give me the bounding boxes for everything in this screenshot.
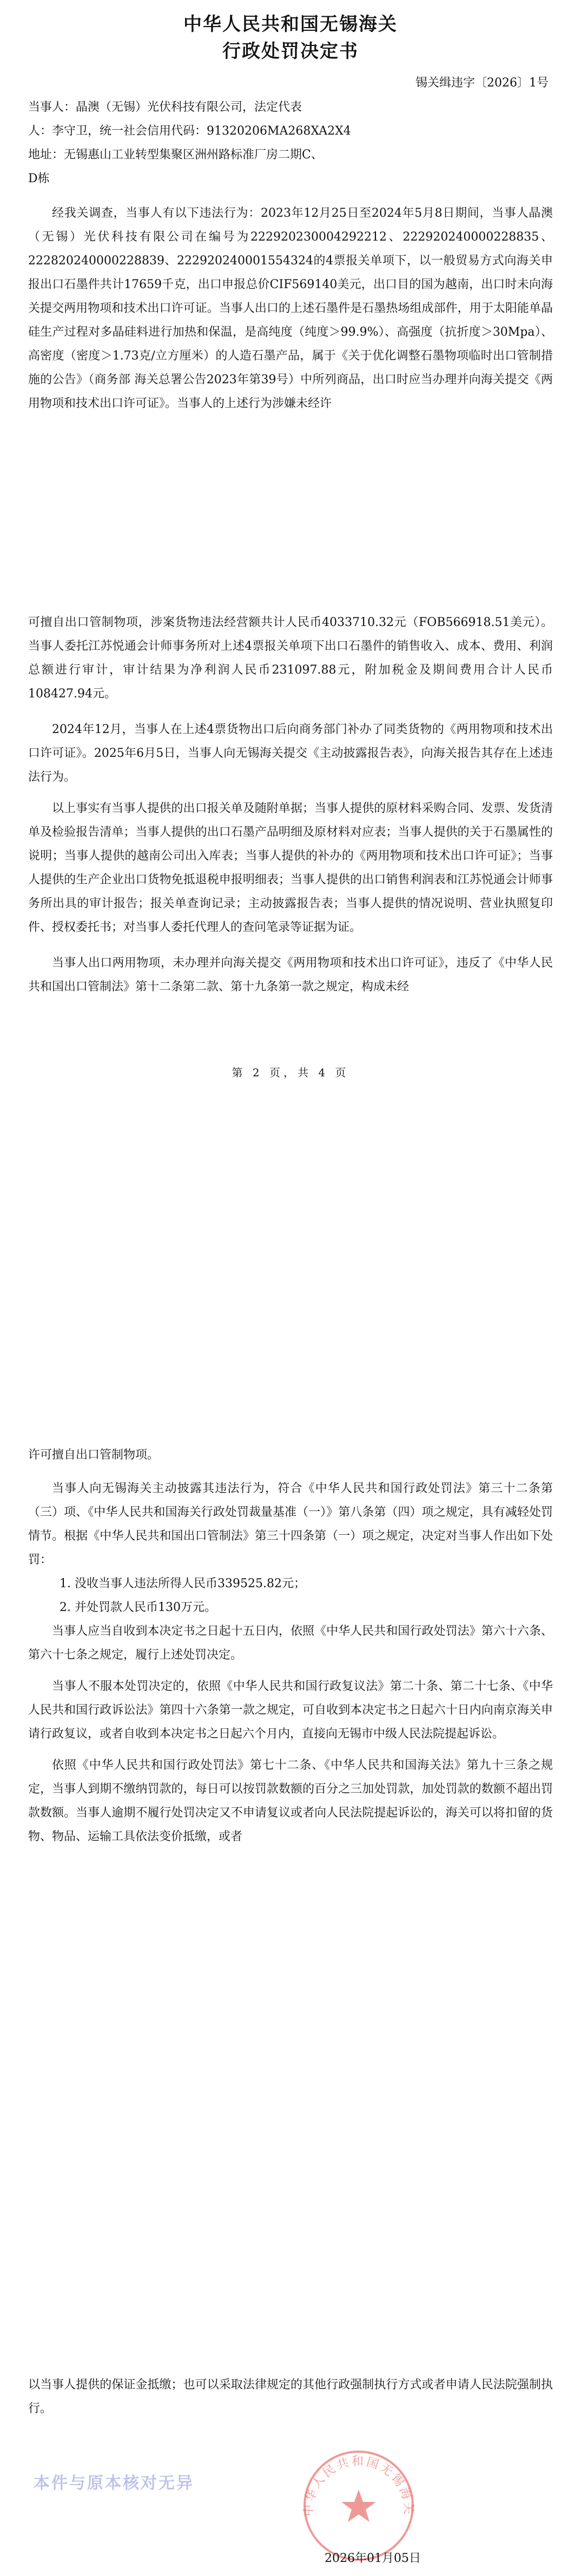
body-paragraph: 2024年12月，当事人在上述4票货物出口后向商务部门补办了同类货物的《两用物项和技术出口许可证》。2025年6月5日，当事人向无锡海关提交《主动披露报告表》，向海关报告其存在上述违法行为。 xyxy=(28,723,553,784)
party-line: D栋 xyxy=(28,172,50,185)
body-paragraph: 当事人向无锡海关主动披露其违法行为，符合《中华人民共和国行政处罚法》第三十二条第（三）项、《中华人民共和国海关行政处罚裁量基准（一）》第八条第（四）项之规定，具有减轻处罚情节。根据《中华人民共和国出口管制法》第三十四条第（一）项之规定，决定对当事人作出如下处罚： xyxy=(28,1482,553,1567)
body-paragraph: 可擅自出口管制物项，涉案货物违法经营额共计人民币4033710.32元（FOB566918.51美元）。当事人委托江苏悦通会计师事务所对上述4票报关单项下出口石墨件的销售收入、成本、费用、利润总额进行审计，审计结果为净利润人民币231097.88元，附加税金及期间费用合计人民币108427.94元。 xyxy=(28,616,553,701)
party-line: 人：李守卫，统一社会信用代码：91320206MA268XA2X4 xyxy=(28,124,351,138)
body-paragraph: 当事人出口两用物项，未办理并向海关提交《两用物项和技术出口许可证》，违反了《中华人民共和国出口管制法》第十二条第二款、第十九条第一款之规定，构成未经 xyxy=(28,956,553,994)
body-paragraph: 以当事人提供的保证金抵缴；也可以采取法律规定的其他行政强制执行方式或者申请人民法院强制执行。 xyxy=(28,2378,553,2415)
body-paragraph: 当事人应当自收到本决定书之日起十五日内，依照《中华人民共和国行政处罚法》第六十六条、第六十七条之规定，履行上述处罚决定。 xyxy=(28,1625,553,1662)
page-1 xyxy=(0,11,581,416)
page-2 xyxy=(0,611,581,1080)
party-line: 地址：无锡惠山工业转型集聚区洲州路标准厂房二期C、 xyxy=(28,148,323,162)
body-paragraph: 当事人不服本处罚决定的，依照《中华人民共和国行政复议法》第二十条、第二十七条、《中华人民共和国行政诉讼法》第四十六条第一款之规定，可自收到本决定书之日起六十日内向南京海关申请行政复议，或者自收到本决定书之日起六个月内，直接向无锡市中级人民法院提起诉讼。 xyxy=(28,1680,553,1741)
penalty-item: 2. 并处罚款人民币130万元。 xyxy=(60,1601,216,1614)
verification-watermark: 本件与原本核对无异 xyxy=(34,2474,194,2493)
evidence-paragraph: 以上事实有当事人提供的出口报关单及随附单据；当事人提供的原材料采购合同、发票、发货清单及检验报告清单；当事人提供的出口石墨产品明细及原材料对应表；当事人提供的关于石墨属性的说明；当事人提供的越南公司出入库表；当事人提供的补办的《两用物项和技术出口许可证》；当事人提供的生产企业出口货物免抵退税申报明细表；当事人提供的出口销售利润表和江苏悦通会计师事务所出具的审计报告；报关单查询记录；主动披露报告表；当事人提供的情况说明、营业执照复印件、授权委托书；对当事人委托代理人的查问笔录等证据为证。 xyxy=(28,802,553,934)
seal-star-icon xyxy=(341,2490,376,2522)
party-line: 当事人：晶澳（无锡）光伏科技有限公司，法定代表 xyxy=(28,101,302,114)
doc-number: 锡关缉违字〔2026〕1号 xyxy=(415,76,549,90)
body-paragraph: 依照《中华人民共和国行政处罚法》第七十二条、《中华人民共和国海关法》第九十三条之规定，当事人到期不缴纳罚款的，每日可以按罚款数额的百分之三加处罚款，加处罚款的数额不超出罚款数额。当事人逾期不履行处罚决定又不申请复议或者向人民法院提起诉讼的，海关可以将扣留的货物、物品、运输工具依法变价抵缴，或者 xyxy=(28,1759,553,1843)
page-4 xyxy=(0,2373,581,2421)
facts-paragraph: 经我关调查，当事人有以下违法行为：2023年12月25日至2024年5月8日期间，当事人晶澳（无锡）光伏科技有限公司在编号为222920230004292212、222920240000228835、222820240000228839、222920240001554324的4票报关单项下，以一般贸易方式向海关申报出口石墨件共计17659千克，出口申报总价CIF569140美元，出口目的国为越南，出口时未向海关提交两用物项和技术出口许可证。当事人出口的上述石墨件是石墨热场组成部件，用于太阳能单晶硅生产过程对多晶硅料进行加热和保温，是高纯度（纯度＞99.9%）、高强度（抗折度＞30Mpa）、高密度（密度＞1.73克/立方厘米）的人造石墨产品，属于《关于优化调整石墨物项临时出口管制措施的公告》（商务部 海关总署公告2023年第39号）中所列商品，出口时应当办理并向海关提交《两用物项和技术出口许可证》。当事人的上述行为涉嫌未经许 xyxy=(28,207,553,410)
body-paragraph: 许可擅自出口管制物项。 xyxy=(28,1448,160,1462)
svg-text:中华人民共和国无锡海关: 中华人民共和国无锡海关 xyxy=(302,2455,415,2517)
signature-date: 2026年01月05日 xyxy=(325,2552,421,2565)
doc-title-line1: 中华人民共和国无锡海关 xyxy=(183,14,398,35)
page-3 xyxy=(0,1443,581,1849)
penalty-item: 1. 没收当事人违法所得人民币339525.82元； xyxy=(60,1577,306,1590)
page-number: 第 2 页，共 4 页 xyxy=(232,1066,349,1079)
doc-title-line2: 行政处罚决定书 xyxy=(222,41,359,62)
